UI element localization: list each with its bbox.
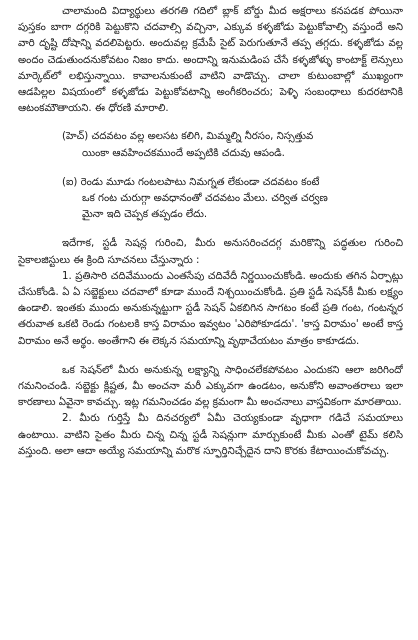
paragraph-glasses: చాలామంది విద్యార్థులు తరగతి గదిలో బ్లాక్‌ బోర్డు మీద అక్షరాలు కనపడక పోయినా పుస్తకం బాగా దగ్గరికి పెట్టుకొని చదవాల్సి వచ్చినా, ఎక్కువ కళ్ళజోడు పెట్టుకోవాల్సి వస్తుందే అని వారి దృష్టి దోషాన్ని వదలిపెట్టరు. అందువల్ల క్రమేపీ సైట్‌ పెరుగుతూనే తప్ప తగ్గదు. కళ్ళజోడు వల్ల అందం చెడుతుందనుకోవటం నిజం కాదు. అందాన్ని ఇనుమడింప చేసే కళ్ళజోళ్ళు కాంటాక్ట్‌ లెన్సులు మార్కెట్‌లో లభిస్తున్నాయి. కావాలనుకుంటే వాటిని వాడొచ్చు. చాలా కుటుంబాల్లో ముఖ్యంగా ఆడపిల్లల విషయంలో కళ్ళజోడు పెట్టుకోవటాన్ని అంగీకరించరు; పెళ్ళి సంబంధాలు కుదరటానికి ఆటంకమౌతాయని. ఈ ధోరణి మారాలి. bbox=[18, 6, 403, 115]
quoted-tips bbox=[62, 129, 403, 223]
tip-i-cont2: మైనా ఇది చెప్పక తప్పడం లేదు. bbox=[82, 209, 208, 221]
tip-h-cont: యింకా ఆవహించకముందే అప్పటికి చదువు ఆపండి. bbox=[82, 147, 285, 159]
document-page bbox=[18, 4, 403, 636]
point-2: 2. మీరు గుర్తిస్తే మీ దినచర్యలో ఏమీ చెయ్యకుండా వృధాగా గడిచే సమయాలు ఉంటాయి. వాటిని సైతం మీరు చిన్న చిన్న స్టడీ సెషన్లుగా మార్చుకుంటే మీకు ఎంతో టైమ్‌ కలిసి వస్తుంది. అలా ఆదా అయ్యే సమయాన్ని మరొక స్ఫూర్తినిచ్చేదైన దాని కొరకు కేటాయించుకోవచ్చు. bbox=[18, 413, 403, 457]
tip-i: (ఐ) రెండు మూడు గంటలపాటు నిమగ్నత లేకుండా చదవటం కంటే bbox=[62, 176, 320, 188]
tip-h: (హెచ్‌) చదవటం వల్ల అలసట కలిగి, మిమ్మల్ని నీరసం, నిస్సత్తువ bbox=[62, 131, 314, 143]
tip-i-cont: ఒక గంట చురుగ్గా అవధానంతో చదవటం మేలు. చర్విత చర్వణ bbox=[82, 193, 328, 205]
paragraph-session-review: ఒక సెషన్‌లో మీరు అనుకున్న లక్ష్యాన్ని సాధించలేకపోవటం ఎందుకని ఆలా జరిగిందో గమనించండి. సబ్జెక్టు క్లిష్టత, మీ అంచనా మరీ ఎక్కువగా ఉండటం, అనుకోని అవాంతరాలు ఇలా కారణాలు ఏవైనా కావచ్చు. ఇట్ల గమనించడం వల్ల క్రమంగా మీ అంచనాలు వాస్తవికంగా మారతాయి. bbox=[18, 364, 403, 409]
paragraph-study-sessions: ఇదేగాక, స్టడీ సెషన్ల గురించి, మీరు అనుసరించదగ్గ మరికొన్ని పద్ధతుల గురించి సైకాలజిస్టులు ఈ క్రింది సూచనలు చేస్తున్నారు : bbox=[18, 238, 403, 266]
point-1: 1. ప్రతిసారి చదివేముందు ఎంతసేపు చదివేదీ నిర్ణయించుకోండి. అందుకు తగిన ఏర్పాట్లు చేసుకోండి. ఏ ఏ సబ్జెక్టులు చదవాలో కూడా ముందే నిశ్చయించుకోండి. ప్రతి స్టడీ సెషన్‌కీ మీకు లక్ష్యం ఉండాలి. ఇంతకు ముందు అనుకున్నట్టుగా స్టడీ సెషన్‌ ఏకబిగిన సాగటం కంటే ప్రతి గంట, గంటన్నర తరువాత ఒకటి రెండు గంటలకి కాస్త విరామం ఇవ్వటం 'ఎరిపోకూడదు'. 'కాస్త విరామం' అంటే కాస్త విరామం అనే అర్థం. అంతేగాని ఈ లెక్కన సమయాన్ని వృథాచేయటం మాత్రం కాకూడదు. bbox=[18, 270, 403, 347]
